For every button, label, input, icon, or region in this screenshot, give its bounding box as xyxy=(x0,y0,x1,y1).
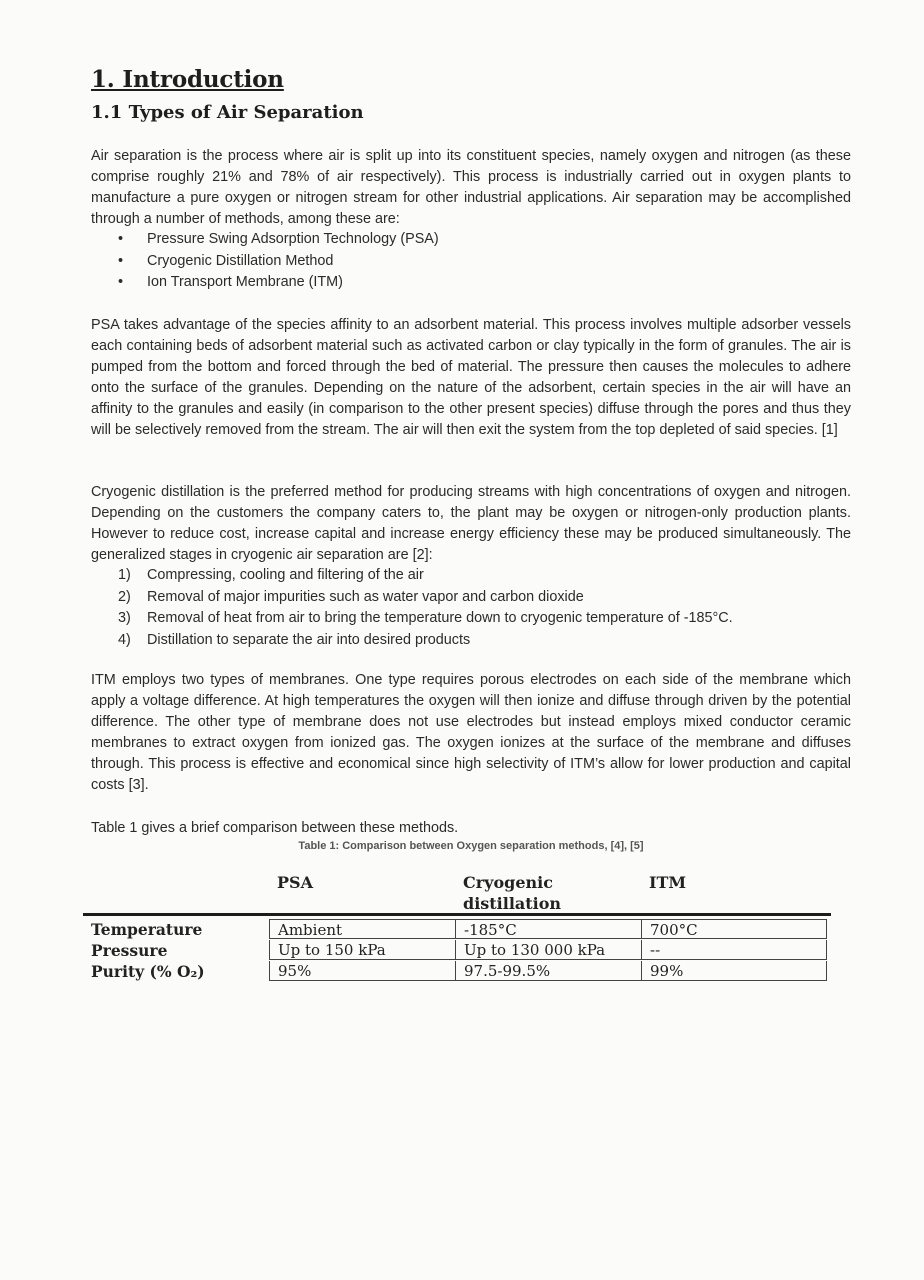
section-title: 1.1 Types of Air Separation xyxy=(91,102,364,123)
methods-list xyxy=(91,229,439,294)
list-item: • Cryogenic Distillation Method xyxy=(91,251,439,273)
row-label: Pressure xyxy=(91,941,168,960)
bullet-icon: • xyxy=(118,231,124,247)
column-header: PSA xyxy=(277,873,313,892)
intro-paragraph: Air separation is the process where air is split up into its constituent species, namely oxygen and nitrogen (as these comprise roughly 21% and 78% of air respectively). This process is industrially carried out in oxygen plants to manufacture a pure oxygen or nitrogen stream for other industrial applications. Air separation may be accomplished through a number of methods, among these are: xyxy=(91,148,851,227)
table-intro: Table 1 gives a brief comparison between these methods. xyxy=(91,820,459,836)
table-caption: Table 1: Comparison between Oxygen separation methods, [4], [5] xyxy=(298,840,644,852)
itm-paragraph: ITM employs two types of membranes. One type requires porous electrodes on each side of the membrane which apply a voltage difference. At high temperatures the oxygen will then ionize and diffuse through driven by the potential difference. The other type of membrane does not use electrodes but instead employs mixed conductor ceramic membranes to extract oxygen from ionized gas. The oxygen ionizes at the surface of the membrane and diffuses through. This process is effective and economical since high selectivity of ITM’s allow for lower production and capital costs [3]. xyxy=(91,672,851,793)
table-cell: 700°C xyxy=(641,919,827,939)
table-cell: 97.5-99.5% xyxy=(455,961,642,981)
column-header: ITM xyxy=(649,873,687,892)
bullet-icon: • xyxy=(118,252,124,269)
table-cell: -185°C xyxy=(455,919,642,939)
row-label: Temperature xyxy=(91,920,203,939)
list-item: 4) Distillation to separate the air into desired products xyxy=(118,631,471,648)
list-item: 3) Removal of heat from air to bring the temperature down to cryogenic temperature of -185°C. xyxy=(118,610,733,626)
list-item: 1) Compressing, cooling and filtering of the air xyxy=(118,567,424,583)
row-label: Purity (% O₂) xyxy=(91,962,205,981)
bullet-icon: • xyxy=(118,274,124,290)
list-item: • Pressure Swing Adsorption Technology (PSA) xyxy=(91,229,439,251)
list-item: 2) Removal of major impurities such as water vapor and carbon dioxide xyxy=(118,588,584,605)
psa-paragraph: PSA takes advantage of the species affinity to an adsorbent material. This process involves multiple adsorber vessels each containing beds of adsorbent material such as activated carbon or clay typically in the form of granules. The air is pumped from the bottom and forced through the bed of material. The pressure then causes the molecules to adhere onto the surface of the granules. Depending on the nature of the adsorbent, certain species in the air will have an affinity to the granules and easily (in comparison to the other present species) diffuse through the pores and thus they will be selectively removed from the stream. The air will then exit the system from the top depleted of said species. [1] xyxy=(91,317,851,438)
table-cell: Up to 130 000 kPa xyxy=(455,940,642,960)
table-cell: 99% xyxy=(641,961,827,981)
stages-list xyxy=(91,565,733,651)
table-cell: Ambient xyxy=(269,919,456,939)
header-rule xyxy=(83,913,831,916)
table-cell: 95% xyxy=(269,961,456,981)
list-item: • Ion Transport Membrane (ITM) xyxy=(91,272,439,294)
column-header: Cryogenic distillation xyxy=(463,873,562,913)
table-cell: -- xyxy=(641,940,827,960)
page-title: 1. Introduction xyxy=(91,66,284,93)
cryogenic-paragraph: Cryogenic distillation is the preferred method for producing streams with high concentrations of oxygen and nitrogen. Depending on the customers the company caters to, the plant may be oxygen or nitrogen-only production plants. However to reduce cost, increase capital and increase energy efficiency these may be produced simultaneously. The generalized stages in cryogenic air separation are [2]: xyxy=(91,484,851,563)
table-cell: Up to 150 kPa xyxy=(269,940,456,960)
